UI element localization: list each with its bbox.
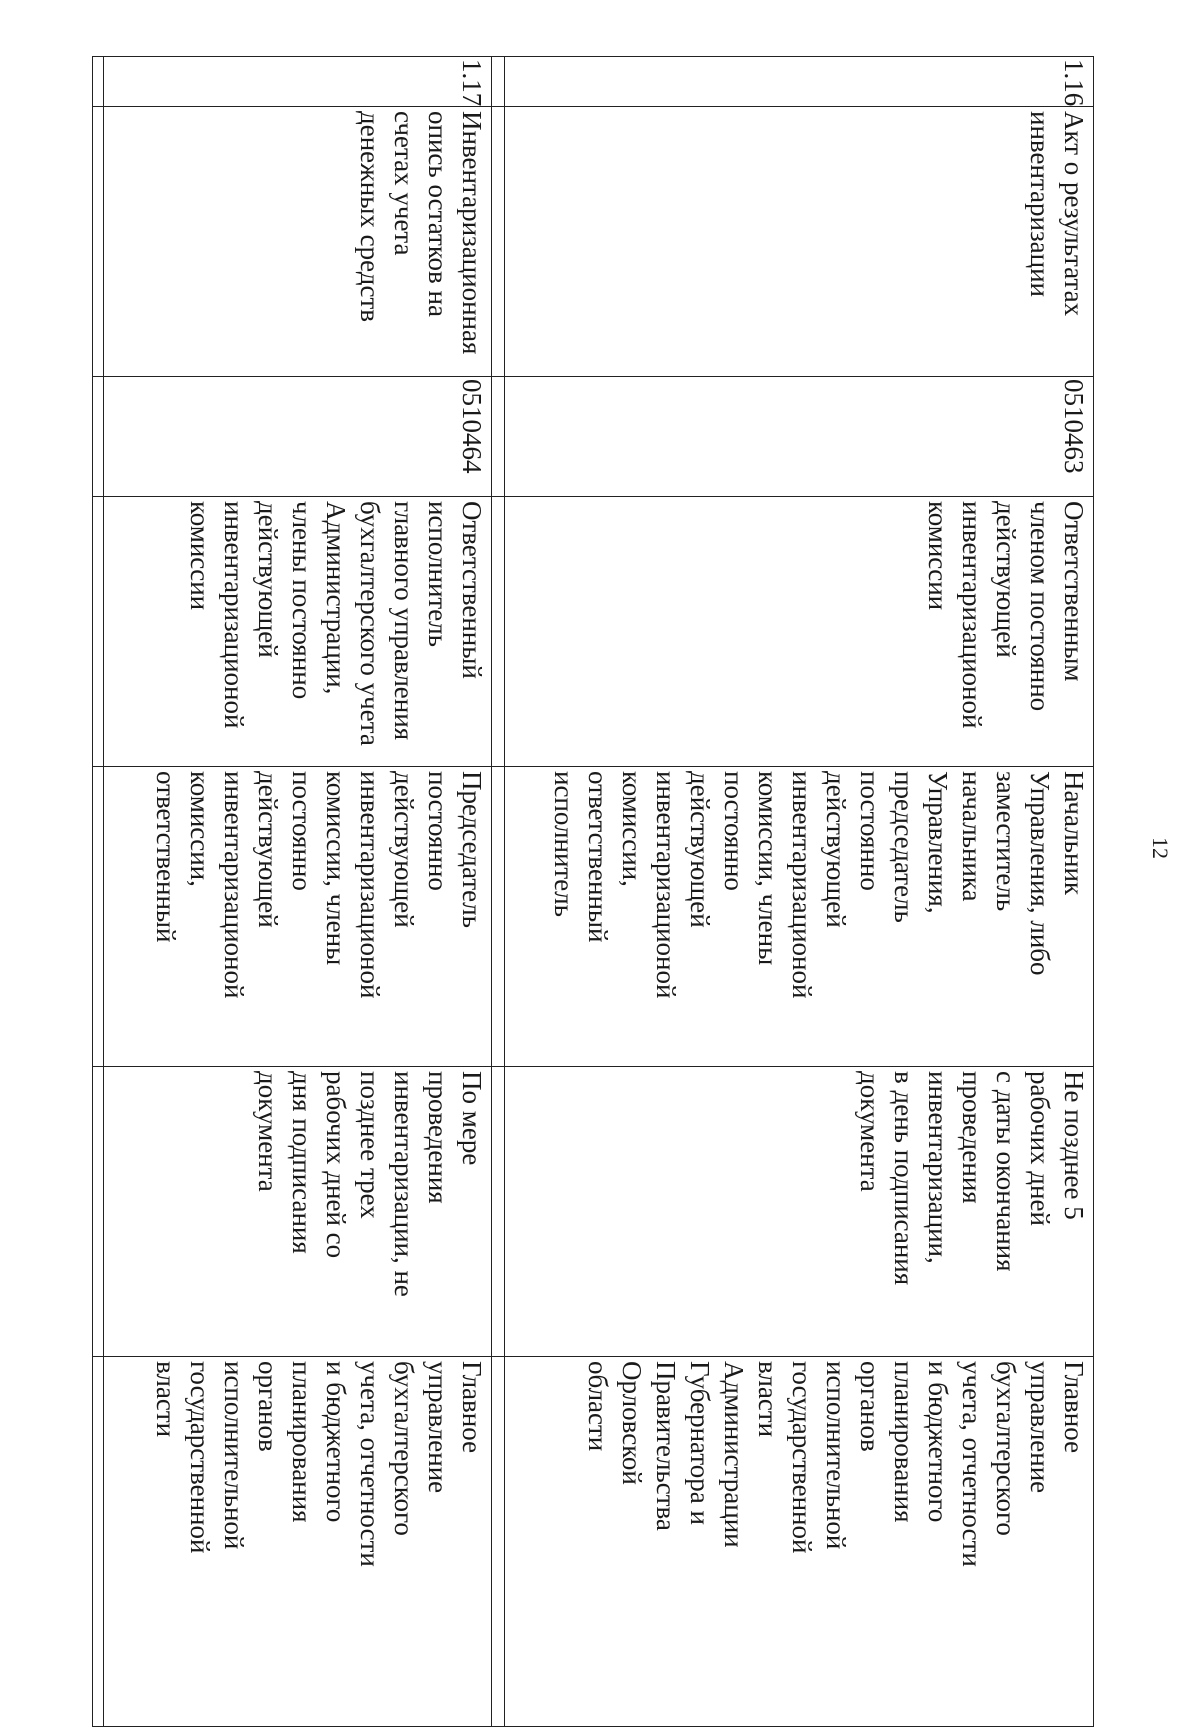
row-number-cell: 1.17 xyxy=(103,57,492,107)
term-cell: По мере проведения инвентаризации, не позднее трех рабочих дней со дня подписания документа xyxy=(103,1067,492,1357)
term-cell: Не позднее 5 рабочих дней с даты окончания проведения инвентаризации, в день подписания документа xyxy=(505,1067,1094,1357)
form-code-cell: 0510463 xyxy=(505,377,1094,497)
table-row xyxy=(505,57,1094,1727)
document-table-rotated xyxy=(92,56,1094,1726)
signers-cell: Начальник Управления, либо заместитель начальника Управления, председатель постоянно действующей инвентаризационой комиссии, члены постоянно действующей инвентаризационой комиссии, ответственный исполнитель xyxy=(505,767,1094,1067)
form-code-cell: 0510464 xyxy=(103,377,492,497)
row-number-cell: 1.16 xyxy=(505,57,1094,107)
page-number: 12 xyxy=(1148,837,1173,859)
document-name-cell: Акт о результатах инвентаризации xyxy=(505,107,1094,377)
table-row xyxy=(103,57,492,1727)
responsible-cell: Ответственный исполнитель главного управления бухгалтерского учета Администрации, члены постоянно действующей инвентаризационой комиссии xyxy=(103,497,492,767)
destination-cell: Главное управление бухгалтерского учета, отчетности и бюджетного планирования органов исполнительной государственной власти Администрации Губернатора и Правительства Орловской области xyxy=(505,1357,1094,1727)
responsible-cell: Ответственным членом постоянно действующей инвентаризационой комиссии xyxy=(505,497,1094,767)
document-name-cell: Инвентаризационная опись остатков на счетах учета денежных средств xyxy=(103,107,492,377)
table-row xyxy=(93,57,104,1727)
table-row xyxy=(492,57,505,1727)
destination-cell: Главное управление бухгалтерского учета, отчетности и бюджетного планирования органов исполнительной государственной власти xyxy=(103,1357,492,1727)
document-table xyxy=(92,56,1094,1727)
signers-cell: Председатель постоянно действующей инвентаризационой комиссии, члены постоянно действующей инвентаризационой комиссии, ответственный xyxy=(103,767,492,1067)
